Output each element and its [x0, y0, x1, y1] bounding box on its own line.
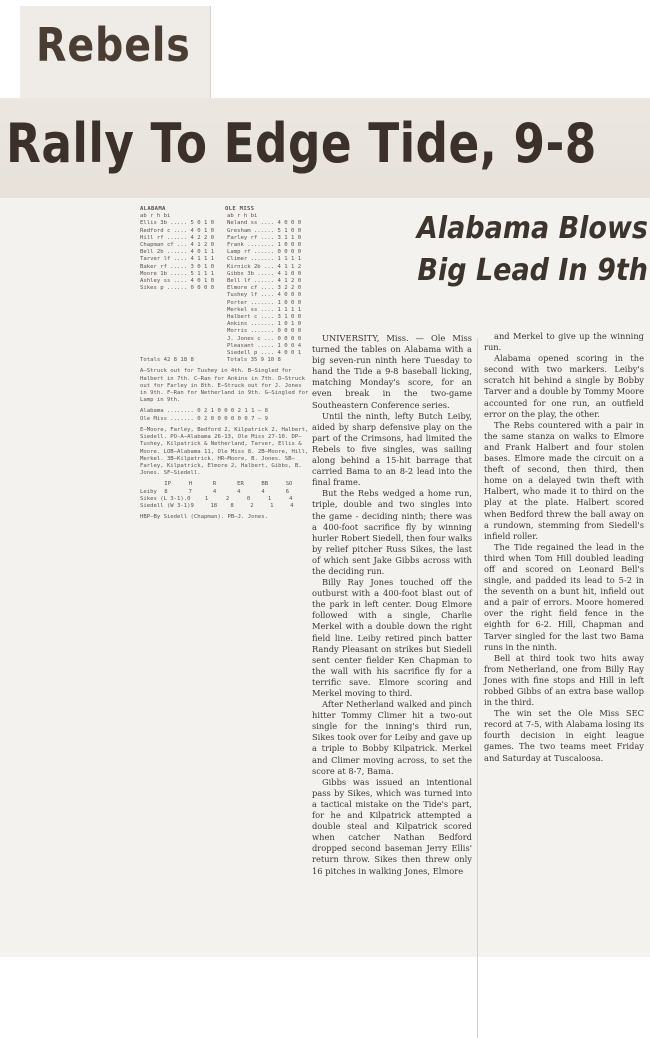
- team-right-label: OLE MISS: [225, 206, 255, 212]
- pitching-cell: Sikes (L 3-1): [140, 495, 184, 502]
- batting-line: Lamp rf ...... 0 0 0 0: [227, 249, 302, 256]
- pitching-cell: 8: [230, 502, 234, 509]
- batting-line: Tarver lf .... 4 1 1 1: [140, 256, 215, 263]
- column-rule: [477, 338, 478, 1038]
- pitching-cell: 2: [225, 495, 230, 502]
- pitching-cell: .0: [183, 495, 191, 502]
- line-score-row: Ole Miss ....... 0 2 0 0 0 0 0 0 7 — 9: [140, 415, 268, 422]
- pitching-cell: 1: [270, 502, 274, 509]
- pitching-cell: 4: [290, 502, 294, 509]
- right-column-header: ab r h bi: [227, 213, 258, 220]
- pitching-cell: 4: [288, 495, 293, 502]
- subheadline-line-1: Alabama Blows: [416, 211, 648, 246]
- batting-line: Climer ....... 1 1 1 1: [227, 256, 302, 263]
- pitching-cell: 9: [190, 502, 194, 509]
- pitching-cell: R: [212, 481, 217, 488]
- article-paragraph: But the Rebs wedged a home run, triple, double and two singles into the game - deciding ninth; there was a 400-foot sacrifice fly by winning hurler Robert Siedell, then four walks by relief pitcher Russ Sikes, the last of which sent Jake Gibbs across with the deciding run.: [312, 488, 472, 576]
- batting-line: Frank ........ 1 0 0 0: [227, 242, 302, 249]
- team-left-label: ALABAMA: [140, 206, 166, 212]
- batting-line: Gresham ...... 5 1 0 0: [227, 227, 302, 234]
- pitching-cell: 1: [267, 495, 272, 502]
- article-paragraph: Until the ninth, lefty Butch Leiby, aided by sharp defensive play on the part of the Crimsons, had limited the Rebels to five singles, was sailing along behind a 15-hit barrage that carried Bama to an 8-2 lead into the final frame.: [312, 410, 472, 488]
- hbp-note: HBP—By Siedell (Chapman). PB—J. Jones.: [140, 514, 268, 521]
- pitching-cell: Leiby: [140, 488, 157, 495]
- pitching-cell: IP: [164, 481, 172, 488]
- article-paragraph: UNIVERSITY, Miss. — Ole Miss turned the tables on Alabama with a big seven-run ninth here Tuesday to hand the Tide a 9-8 baseball licking, matching Monday's score, for an even break in the two-game Southeastern Conference series.: [312, 333, 472, 410]
- subheadline-line-2: Big Lead In 9th: [417, 253, 648, 288]
- batting-line: Hill rf ...... 4 2 2 0: [140, 234, 215, 241]
- article-paragraph: The Rebs countered with a pair in the same stanza on walks to Elmore and Frank Halbert and four stolen bases. Elmore made the circuit on a theft of second, then third, then home on a delayed twin theft with Halbert, who made it to third on the play at the plate. Halbert scored when Bedford threw the ball away on a rundown, stemming from Siedell's infield roller.: [484, 419, 644, 541]
- pitching-cell: [140, 481, 164, 488]
- pitching-cell: SO: [285, 481, 293, 488]
- pitching-cell: Siedell (W 3-1): [140, 502, 191, 509]
- pitching-cell: 18: [210, 502, 218, 509]
- box-score-grid: [140, 213, 310, 357]
- batting-line: Tushey lf .... 4 0 0 0: [227, 292, 302, 299]
- article-column-2: [484, 331, 644, 764]
- article-column-1: [312, 333, 472, 877]
- pitching-table: [140, 481, 310, 510]
- article-paragraph: and Merkel to give up the winning run.: [484, 331, 644, 353]
- pitching-cell: 6: [285, 488, 290, 495]
- box-score: [140, 206, 310, 621]
- batting-line: Farley rf .... 3 1 1 0: [227, 234, 302, 241]
- batting-line: Merkel ss .... 1 1 1 1: [227, 306, 302, 313]
- batting-line: Ashley ss .... 4 0 1 0: [140, 278, 215, 285]
- pitching-cell: 7: [188, 488, 192, 495]
- headline-band: [0, 98, 650, 198]
- totals-row: [140, 357, 310, 364]
- batting-line: Gibbs 3b ..... 4 1 0 0: [227, 270, 302, 277]
- batting-line: Ellis 3b ..... 5 0 1 0: [140, 220, 215, 227]
- main-clipping: [0, 98, 650, 957]
- batting-line: Pleasant ..... 1 0 0 4: [227, 342, 302, 349]
- article-paragraph: Gibbs was issued an intentional pass by Sikes, which was turned into a tactical mistake on the Tide's part, for he and Kilpatrick attempted a double steal and Kilpatrick scored when catcher Nathan Bedford dropped second baseman Jerry Ellis' return throw. Sikes then threw only 16 pitches in walking Jones, Elmore: [312, 776, 472, 876]
- left-batting-column: [140, 213, 223, 357]
- kicker-clipping: [20, 6, 211, 101]
- box-score-notes: A—Struck out for Tushey in 4th. B—Singled for Halbert in 7th. C—Ran for Ankins in 7th. D—Struck out for Farley in 8th. E—Struck out for J. Jones in 9th. F—Ran for Netherland in 9th. G—Singled for Lamp in 9th.: [140, 368, 309, 404]
- pitching-cell: 2: [250, 502, 254, 509]
- pitching-cell: ER: [237, 481, 244, 488]
- right-batting-lines: [227, 220, 310, 357]
- headline: Rally To Edge Tide, 9-8: [6, 112, 597, 175]
- batting-line: Kirnick 2b ... 4 1 1 2: [227, 263, 302, 270]
- left-column-header: ab r h bi: [140, 213, 171, 220]
- batting-line: Halbert c .... 3 1 0 0: [227, 314, 302, 321]
- article-paragraph: Bell at third took two hits away from Netherland, one from Billy Ray Jones with fine stops and Hill in left robbed Gibbs of an extra base wallop in the third.: [484, 652, 644, 708]
- pitching-cell: 4: [237, 488, 241, 495]
- batting-line: Bell 2b ...... 4 0 1 1: [140, 249, 215, 256]
- batting-line: Bell lf ...... 4 1 2 0: [227, 278, 302, 285]
- pitching-cell: H: [188, 481, 192, 488]
- batting-line: Elmore cf .... 3 2 2 0: [227, 285, 302, 292]
- pitching-cell: 4: [212, 488, 217, 495]
- article-paragraph: Billy Ray Jones touched off the outburst with a 400-foot blast out of the park in left center. Doug Elmore followed with a single, Charlie Merkel with a double down the right field line. Leiby retired pinch batter Randy Pleasant on strikes but Siedell sent center fielder Ken Chapman to the wall with his sacrifice fly for a terrific save. Elmore scoring and Merkel moving to third.: [312, 577, 472, 698]
- article-paragraph: The win set the Ole Miss SEC record at 7-5, with Alabama losing its fourth decision in eight league games. The two teams meet Friday and Saturday at Tuscaloosa.: [484, 708, 644, 763]
- line-score: [140, 408, 310, 422]
- pitching-row: [140, 503, 310, 510]
- batting-line: Ankins ....... 1 0 1 0: [227, 321, 302, 328]
- pitching-cell: 8: [164, 488, 168, 495]
- line-score-row: Alabama ........ 0 2 1 0 0 0 2 1 1 — 8: [140, 408, 268, 415]
- totals-right: Totals 35 9 10 8: [227, 357, 281, 364]
- box-score-header: [140, 206, 310, 213]
- batting-line: Moore 1b ..... 5 1 1 1: [140, 270, 215, 277]
- article-paragraph: Alabama opened scoring in the second with two markers. Leiby's scratch hit behind a single by Bobby Tarver and a double by Tommy Moore accounted for one run, an outfield error on the play, the other.: [484, 353, 644, 419]
- pitching-header: [140, 481, 310, 488]
- box-score-summary: E—Moore, Farley, Bedford 2, Kilpatrick 2, Halbert, Siedell. PO-A—Alabama 26-13, Ole Miss 27-10. DP—Tushey, Kilpatrick & Netherland, Tarver, Ellis & Moore. LOB—Alabama 11, Ole Miss 8. 2B—Moore, Hill, Merkel. 3B—Kilpatrick. HR—Moore, B. Jones. SB—Farley, Kilpatrick, Elmore 2, Halbert, Gibbs, B. Jones. SF—Siedell.: [140, 426, 309, 477]
- right-batting-column: [227, 213, 310, 357]
- article-paragraph: The Tide regained the lead in the third when Tom Hill doubled leading off and scored on Leonard Bell's single, and padded its lead to 5-2 in the seventh on a bunt hit, infield out and a pair of errors. Moore homered over the right field fence in the eighth for 6-2. Hill, Chapman and Tarver singled for the last two Bama runs in the ninth.: [484, 541, 644, 652]
- pitching-cell: 1: [204, 495, 209, 502]
- pitching-cell: BB: [261, 481, 269, 488]
- batting-line: Sikes p ...... 0 0 0 0: [140, 285, 215, 292]
- article-paragraph: After Netherland walked and pinch hitter Tommy Climer hit a two-out single for the inning's third run, Sikes took over for Leiby and gave up a triple to Bobby Kilpatrick. Merkel and Climer moving across, to set the score at 8-7, Bama.: [312, 699, 472, 776]
- batting-line: Chapman cf ... 4 1 2 0: [140, 242, 215, 249]
- pitching-cell: 0: [246, 495, 251, 502]
- totals-left: Totals 42 8 18 8: [140, 357, 194, 364]
- batting-line: Morris ....... 0 0 0 0: [227, 328, 302, 335]
- pitching-row: [140, 489, 310, 496]
- batting-line: J. Jones c ... 0 0 0 0: [227, 335, 302, 342]
- batting-line: Neland ss .... 4 0 0 0: [227, 220, 302, 227]
- batting-line: Baker rf ..... 3 0 1 0: [140, 263, 215, 270]
- batting-line: Porter ....... 1 0 0 0: [227, 299, 302, 306]
- subheadline: [318, 208, 648, 292]
- batting-line: Siedell p .... 4 0 0 1: [227, 350, 302, 357]
- kicker-title: Rebels: [36, 18, 191, 72]
- pitching-row: [140, 496, 310, 503]
- batting-line: Redford c .... 4 0 1 0: [140, 227, 215, 234]
- left-batting-lines: [140, 220, 223, 292]
- pitching-cell: 4: [261, 488, 265, 495]
